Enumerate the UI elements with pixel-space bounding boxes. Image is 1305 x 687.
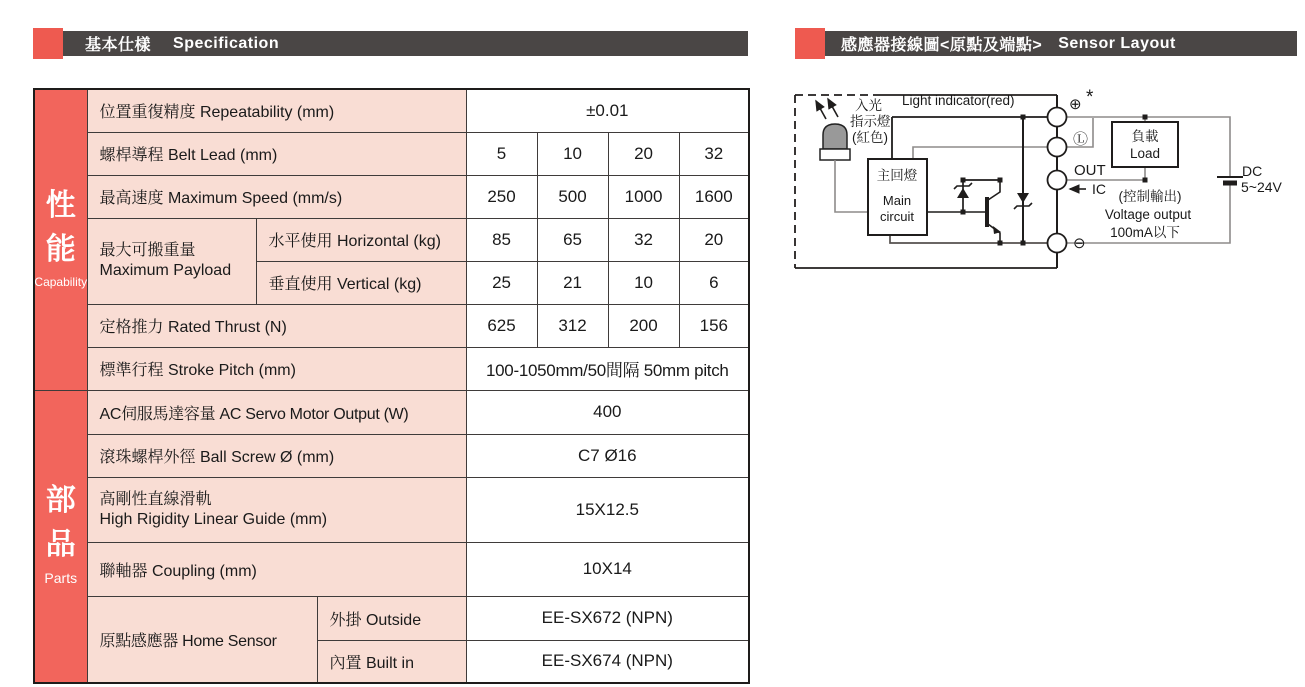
- value-belt-lead: 5: [466, 132, 537, 175]
- row-label-stroke-pitch: 標準行程 Stroke Pitch (mm): [87, 347, 466, 390]
- linear-guide-label-zh: 高剛性直線滑軌: [99, 490, 212, 508]
- output-note-limit: 100mA以下: [1110, 225, 1180, 240]
- table-row: [34, 477, 749, 542]
- row-label-max-speed: 最高速度 Maximum Speed (mm/s): [87, 175, 466, 218]
- section-capability: [34, 89, 87, 390]
- row-label-servo-output: AC伺服馬達容量 AC Servo Motor Output (W): [87, 390, 466, 434]
- table-row: [34, 89, 749, 132]
- section-parts-char: 部: [45, 484, 76, 518]
- load-label-en: Load: [1129, 146, 1161, 161]
- section-capability-en: Capability: [34, 274, 88, 289]
- value-belt-lead: 32: [679, 132, 749, 175]
- row-label-home-sensor: 原點感應器 Home Sensor: [87, 596, 317, 683]
- value-rated-thrust: 200: [608, 304, 679, 347]
- value-outside-sensor: EE-SX672 (NPN): [466, 596, 749, 640]
- sensor-header-title-zh: 感應器接線圖<原點及端點>: [841, 37, 1043, 54]
- wire-plus-rail: [892, 117, 1048, 159]
- section-capability-char: 能: [45, 232, 76, 266]
- table-row: [34, 304, 749, 347]
- table-row: [34, 434, 749, 477]
- zener-diode-icon: [957, 188, 969, 198]
- terminal-plus-symbol: ⊕: [1069, 96, 1082, 113]
- led-base: [820, 149, 850, 160]
- table-row: [34, 347, 749, 390]
- value-repeatability: ±0.01: [466, 89, 749, 132]
- junction-dot: [961, 210, 966, 215]
- terminal-minus: [1048, 234, 1067, 253]
- section-parts-char: 品: [45, 528, 76, 562]
- spec-header-title-zh: 基本仕樣: [85, 37, 152, 54]
- led-label-zh-3: (紅色): [852, 130, 888, 145]
- value-max-speed: 500: [537, 175, 608, 218]
- wire-l-terminal: [913, 147, 1048, 159]
- sensor-header-accent-square: [795, 28, 825, 59]
- wire-led: [835, 160, 868, 212]
- value-rated-thrust: 156: [679, 304, 749, 347]
- sensor-header-bar: [825, 31, 1297, 56]
- value-horizontal: 85: [466, 218, 537, 261]
- terminal-l-symbol: Ⓛ: [1073, 131, 1089, 148]
- light-arrow-icon: [828, 99, 838, 117]
- junction-dot: [1143, 115, 1148, 120]
- junction-dot: [998, 241, 1003, 246]
- value-ball-screw: C7 Ø16: [466, 434, 749, 477]
- table-row: [34, 175, 749, 218]
- terminal-out: [1048, 171, 1067, 190]
- value-max-speed: 250: [466, 175, 537, 218]
- terminal-minus-symbol: ⊖: [1073, 235, 1086, 252]
- output-note-zh: (控制輸出): [1118, 189, 1182, 204]
- sensor-wiring-diagram: [790, 88, 1305, 293]
- terminal-l: [1048, 138, 1067, 157]
- value-stroke-pitch: 100-1050mm/50間隔 50mm pitch: [466, 347, 749, 390]
- sensor-header-title-en: Sensor Layout: [1058, 34, 1176, 52]
- table-row: [34, 542, 749, 596]
- junction-dot: [1143, 178, 1148, 183]
- row-label-rated-thrust: 定格推力 Rated Thrust (N): [87, 304, 466, 347]
- main-circuit-label-zh: 主回燈: [876, 168, 918, 183]
- wire-collector: [988, 180, 1000, 200]
- row-label-payload: [87, 218, 256, 304]
- value-built-in-sensor: EE-SX674 (NPN): [466, 640, 749, 683]
- section-parts: [34, 390, 87, 683]
- payload-label-zh: 最大可搬重量: [99, 242, 196, 259]
- terminal-out-label: OUT: [1074, 162, 1106, 179]
- ic-label: IC: [1092, 181, 1106, 197]
- section-parts-en: Parts: [44, 570, 78, 587]
- row-label-horizontal: 水平使用 Horizontal (kg): [256, 218, 466, 261]
- table-row: [34, 390, 749, 434]
- section-capability-char: 性: [45, 188, 76, 222]
- junction-dot: [1021, 115, 1026, 120]
- battery-label-range: 5~24V: [1241, 179, 1282, 195]
- row-label-vertical: 垂直使用 Vertical (kg): [256, 261, 466, 304]
- spec-header-accent-square: [33, 28, 63, 59]
- led-label-zh-1: 入光: [855, 98, 882, 113]
- sensor-section-header: [795, 28, 1297, 59]
- main-circuit-label-en1: Main: [882, 193, 912, 208]
- terminal-star-note: *: [1086, 88, 1094, 108]
- spec-section-header: [33, 28, 748, 59]
- row-label-outside: 外掛 Outside: [317, 596, 466, 640]
- table-row: [34, 132, 749, 175]
- value-coupling: 10X14: [466, 542, 749, 596]
- spec-table: [33, 88, 750, 684]
- value-linear-guide: 15X12.5: [466, 477, 749, 542]
- row-label-repeatability: 位置重復精度 Repeatability (mm): [87, 89, 466, 132]
- spec-header-title-en: Specification: [173, 34, 280, 52]
- led-dome-icon: [823, 124, 847, 149]
- main-circuit-label-en2: circuit: [880, 209, 914, 224]
- table-row: [34, 218, 749, 261]
- value-vertical: 6: [679, 261, 749, 304]
- value-belt-lead: 10: [537, 132, 608, 175]
- value-horizontal: 65: [537, 218, 608, 261]
- value-vertical: 25: [466, 261, 537, 304]
- row-label-built-in: 內置 Built in: [317, 640, 466, 683]
- row-label-ball-screw: 滾珠螺桿外徑 Ball Screw Ø (mm): [87, 434, 466, 477]
- led-label-zh-2: 指示燈: [850, 114, 891, 129]
- zener-diode-icon: [1017, 193, 1029, 203]
- linear-guide-label-en: High Rigidity Linear Guide (mm): [99, 510, 328, 528]
- value-max-speed: 1000: [608, 175, 679, 218]
- load-label-zh: 負載: [1131, 129, 1159, 144]
- row-label-linear-guide: [87, 477, 466, 542]
- row-label-belt-lead: 螺桿導程 Belt Lead (mm): [87, 132, 466, 175]
- output-note-en: Voltage output: [1104, 207, 1192, 222]
- payload-label-en: Maximum Payload: [99, 262, 232, 279]
- row-label-coupling: 聯軸器 Coupling (mm): [87, 542, 466, 596]
- value-horizontal: 20: [679, 218, 749, 261]
- light-indicator-label: Light indicator(red): [902, 93, 1015, 108]
- junction-dot: [998, 178, 1003, 183]
- value-vertical: 21: [537, 261, 608, 304]
- spec-header-bar: [63, 31, 748, 56]
- value-belt-lead: 20: [608, 132, 679, 175]
- light-arrow-icon: [816, 101, 826, 119]
- value-horizontal: 32: [608, 218, 679, 261]
- battery-label-dc: DC: [1242, 163, 1263, 179]
- value-rated-thrust: 312: [537, 304, 608, 347]
- value-rated-thrust: 625: [466, 304, 537, 347]
- value-servo-output: 400: [466, 390, 749, 434]
- table-row: [34, 596, 749, 640]
- junction-dot: [1021, 241, 1026, 246]
- junction-dot: [961, 178, 966, 183]
- value-max-speed: 1600: [679, 175, 749, 218]
- terminal-plus: [1048, 108, 1067, 127]
- value-vertical: 10: [608, 261, 679, 304]
